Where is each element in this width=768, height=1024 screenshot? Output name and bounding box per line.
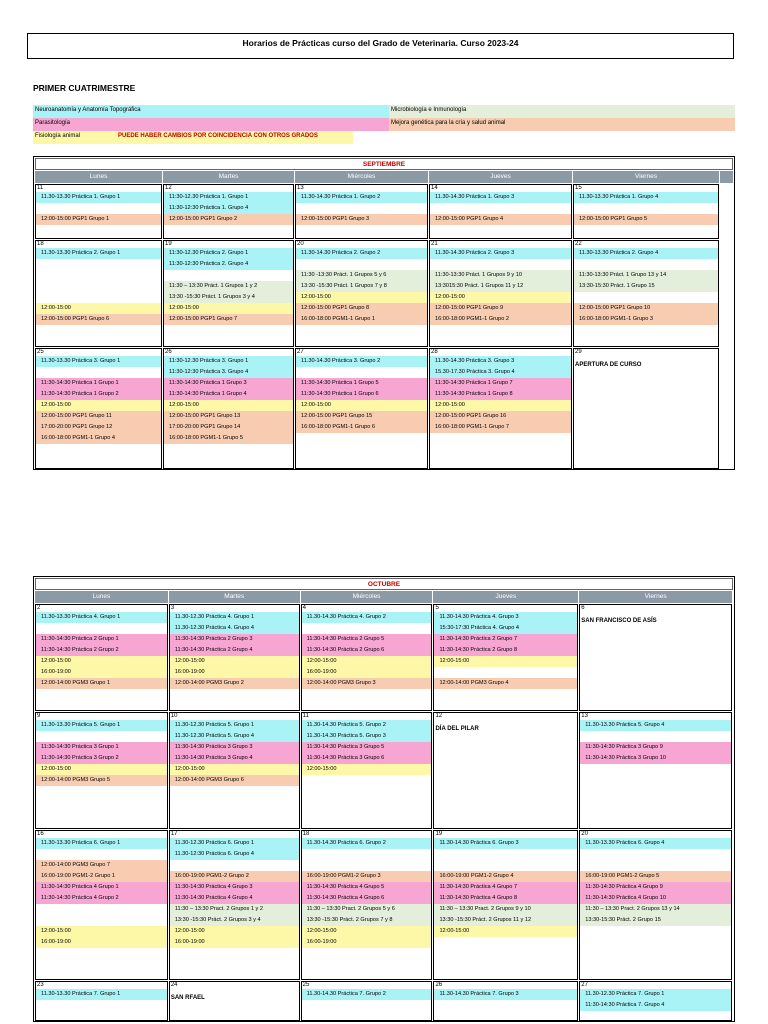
weekday-header: Viernes — [573, 171, 720, 183]
schedule-entry: 11:30-14:30 Práctica 4 Grupo 3 — [170, 882, 299, 893]
weekday-header: Lunes — [35, 591, 169, 603]
schedule-entry: 11.30-14.30 Práctica 4. Grupo 3 — [434, 612, 577, 623]
week-row — [35, 830, 733, 980]
day-number: 27 — [581, 982, 588, 988]
schedule-entry: 12:00-15:00 — [302, 764, 432, 775]
day-cell — [301, 830, 433, 980]
schedule-entry: 11:30-12.30 Práctica 2. Grupo 1 — [164, 248, 293, 259]
empty-slot — [164, 270, 293, 281]
schedule-entry: 12:00-15:00 — [170, 656, 299, 667]
schedule-entry: 11.30-13.30 Práctica 1. Grupo 4 — [574, 192, 718, 203]
empty-slot — [296, 367, 427, 378]
day-number: 29 — [575, 349, 582, 355]
holiday-note: SAN FRANCISCO DE ASÍS — [581, 618, 657, 624]
schedule-entry: 12:00-15:00 PGP1 Grupo 15 — [296, 411, 427, 422]
schedule-entry: 11:30-14:30 Práctica 1 Grupo 5 — [296, 378, 427, 389]
empty-slot — [574, 292, 718, 303]
schedule-entry: 11.30-14.30 Práctica 6. Grupo 2 — [302, 838, 432, 849]
weekday-header: Miércoles — [301, 591, 434, 603]
schedule-entry: 11:30-14:30 Práctica 2 Grupo 4 — [170, 645, 299, 656]
legend-label: Microbiología e Inmunología — [391, 107, 467, 113]
holiday-note: SAN RFAEL — [170, 995, 205, 1001]
week-row — [35, 348, 733, 469]
day-cell — [429, 184, 572, 239]
legend-item — [33, 118, 389, 131]
empty-slot — [296, 203, 427, 214]
schedule-entry: 11:30 -13:30 Práct. 1 Grupos 5 y 6 — [296, 270, 427, 281]
schedule-entry: 13:30-15:30 Práct. 2 Grupo 15 — [580, 915, 731, 926]
schedule-entry: 11:30-14:30 Práctica 2 Grupo 3 — [170, 634, 299, 645]
day-number: 19 — [165, 241, 172, 247]
day-number: 9 — [37, 713, 41, 719]
schedule-entry: 11.30-14.30 Práctica 2. Grupo 3 — [430, 248, 571, 259]
schedule-entry: 11:30-14:30 Práctica 4 Grupo 6 — [302, 893, 432, 904]
schedule-entry: 12:00-15:00 PGP1 Grupo 4 — [430, 214, 571, 225]
schedule-entry: 13:30 -15:30 Práct. 2 Grupos 3 y 4 — [170, 915, 299, 926]
schedule-entry: 12:00-15:00 PGP1 Grupo 6 — [36, 314, 161, 325]
empty-slot — [434, 849, 577, 860]
schedule-entry: 11:30-14:30 Práctica 4 Grupo 5 — [302, 882, 432, 893]
schedule-entry: 11:30 – 13:30 Práct. 1 Grupos 1 y 2 — [164, 281, 293, 292]
schedule-entry: 16:00-19:00 PGM1-2 Grupo 2 — [170, 871, 299, 882]
empty-slot — [36, 915, 167, 926]
schedule-entry: 11:30 – 13:30 Pract. 2 Grupos 13 y 14 — [580, 904, 731, 915]
schedule-entry: 11:30-14:30 Práctica 4 Grupo 10 — [580, 893, 731, 904]
schedule-entry: 12:00-15:00 — [170, 926, 299, 937]
schedule-entry: 11:30-14:30 Práctica 3 Grupo 5 — [302, 742, 432, 753]
schedule-entry: 12:00-15:00 — [430, 292, 571, 303]
schedule-entry: 12:00-14:00 PGM3 Grupo 2 — [170, 678, 299, 689]
day-number: 16 — [37, 831, 44, 837]
schedule-entry: 11.30-13.30 Práctica 2. Grupo 4 — [574, 248, 718, 259]
schedule-entry: 16:00-19:00 — [170, 667, 299, 678]
schedule-entry: 17:00-20:00 PGP1 Grupo 14 — [164, 422, 293, 433]
color-legend — [33, 105, 735, 144]
schedule-entry: 12:00-15:00 — [302, 926, 432, 937]
day-cell — [35, 604, 168, 711]
schedule-entry: 11:30-14:30 Práctica 2 Grupo 6 — [302, 645, 432, 656]
day-number: 2 — [37, 605, 41, 611]
schedule-entry: 16:00-19:00 PGM1-2 Grupo 5 — [580, 871, 731, 882]
schedule-entry: 11.30-13.30 Práctica 6. Grupo 1 — [36, 838, 167, 849]
day-cell — [163, 240, 294, 347]
empty-slot — [574, 203, 718, 214]
day-number: 5 — [435, 605, 439, 611]
empty-slot — [302, 860, 432, 871]
day-number: 24 — [170, 982, 178, 988]
legend-label: Neuroanatomía y Anatomía Topográfica — [35, 107, 141, 113]
schedule-entry: 11:30-14:30 Práctica 4 Grupo 8 — [434, 893, 577, 904]
day-cell — [35, 184, 162, 239]
day-cell — [35, 830, 168, 980]
day-cell — [301, 981, 433, 1021]
schedule-entry: 12:00-15:00 — [296, 400, 427, 411]
schedule-entry: 16:00-18:00 PGM1-1 Grupo 2 — [430, 314, 571, 325]
schedule-entry: 11:30-14:30 Práctica 4 Grupo 4 — [170, 893, 299, 904]
schedule-entry: 13:30 -15:30 Práct. 2 Grupos 7 y 8 — [302, 915, 432, 926]
day-number: 19 — [435, 831, 443, 837]
day-number: 22 — [575, 241, 582, 247]
legend-label: Parasitología — [35, 120, 71, 126]
semester-heading: PRIMER CUATRIMESTRE — [33, 83, 136, 93]
schedule-entry: 13:3015:30 Práct. 1 Grupos 11 y 12 — [430, 281, 571, 292]
document-title: Horarios de Prácticas curso del Grado de Veterinaria. Curso 2023-24 — [27, 33, 734, 59]
legend-warning: PUEDE HABER CAMBIOS POR COINCIDENCIA CON OTROS GRADOS — [118, 133, 318, 139]
schedule-entry: 11:30-13:30 Práct. 1 Grupo 13 y 14 — [574, 270, 718, 281]
empty-slot — [36, 731, 167, 742]
weekday-header: Lunes — [35, 171, 163, 183]
month-calendar — [33, 156, 735, 470]
schedule-entry: 11.30-12.30 Práctica 4. Grupo 4 — [170, 623, 299, 634]
day-number: 3 — [170, 605, 175, 611]
day-number: 20 — [581, 831, 588, 837]
weekday-header: Miércoles — [295, 171, 429, 183]
schedule-entry: 12:00-15:00 PGP1 Grupo 16 — [430, 411, 571, 422]
empty-slot — [36, 904, 167, 915]
schedule-entry: 11:30-14:30 Práctica 4 Grupo 2 — [36, 893, 167, 904]
empty-slot — [36, 270, 161, 281]
week-row — [35, 981, 733, 1021]
schedule-entry: 12:00-15:00 — [296, 292, 427, 303]
schedule-entry: 11.30-12.30 Práctica 5. Grupo 4 — [170, 731, 299, 742]
schedule-entry: 11:30-12.30 Práctica 1. Grupo 1 — [164, 192, 293, 203]
weekday-header: Jueves — [429, 171, 573, 183]
legend-label: Fisiología animal — [35, 133, 81, 139]
schedule-entry: 12:00-15:00 — [434, 926, 577, 937]
month-calendar — [33, 576, 735, 1022]
schedule-entry: 12:00-15:00 PGP1 Grupo 3 — [296, 214, 427, 225]
schedule-entry: 11:30-14:30 Práctica 2 Grupo 7 — [434, 634, 577, 645]
day-number: 18 — [302, 831, 310, 837]
day-number: 25 — [37, 349, 44, 355]
empty-slot — [574, 259, 718, 270]
month-name: SEPTIEMBRE — [35, 158, 733, 170]
schedule-entry: 16:00-19:00 — [36, 937, 167, 948]
schedule-entry: 16:00-19:00 — [170, 937, 299, 948]
day-cell — [35, 240, 162, 347]
schedule-entry: 12:00-15:00 PGP1 Grupo 5 — [574, 214, 718, 225]
schedule-entry: 11:30-14:30 Práctica 2 Grupo 2 — [36, 645, 167, 656]
schedule-entry: 11.30-13.30 Práctica 7. Grupo 1 — [36, 989, 167, 1000]
empty-slot — [302, 849, 432, 860]
day-cell — [301, 604, 433, 711]
schedule-entry: 11.30-14.30 Práctica 2. Grupo 2 — [296, 248, 427, 259]
schedule-entry: 16:00-18:00 PGM1-1 Grupo 5 — [164, 433, 293, 444]
month-name: OCTUBRE — [35, 578, 733, 590]
empty-slot — [36, 849, 167, 860]
day-number: 12 — [435, 713, 443, 719]
weekday-header: Viernes — [579, 591, 733, 603]
day-cell — [579, 604, 732, 711]
schedule-entry: 12:00-15:00 — [36, 400, 161, 411]
schedule-entry: 16:00-18:00 PGM1-1 Grupo 1 — [296, 314, 427, 325]
empty-slot — [36, 367, 161, 378]
week-row — [35, 712, 733, 829]
schedule-entry: 11:30-14:30 Práctica 3 Grupo 1 — [36, 742, 167, 753]
schedule-entry: 12:00-15:00 — [164, 303, 293, 314]
schedule-entry: 11:30 – 13:30 Pract. 2 Grupos 1 y 2 — [170, 904, 299, 915]
weekday-header: Jueves — [433, 591, 579, 603]
schedule-entry: 15.30-17.30 Práctica 3. Grupo 4 — [430, 367, 571, 378]
schedule-entry: 12:00-15:00 — [36, 303, 161, 314]
schedule-entry: 12:00-14:00 PGM3 Grupo 1 — [36, 678, 167, 689]
day-cell — [429, 240, 572, 347]
empty-slot — [170, 860, 299, 871]
schedule-entry: 11:30-14:30 Práctica 1 Grupo 2 — [36, 389, 161, 400]
schedule-entry: 12:00-15:00 PGP1 Grupo 10 — [574, 303, 718, 314]
schedule-entry: 12:00-15:00 — [164, 400, 293, 411]
legend-item — [389, 118, 735, 131]
day-cell — [573, 348, 719, 469]
day-number: 27 — [297, 349, 304, 355]
day-cell — [579, 712, 732, 829]
schedule-entry: 11:30-14:30 Práctica 4 Grupo 1 — [36, 882, 167, 893]
day-cell — [295, 240, 428, 347]
day-number: 17 — [170, 831, 178, 837]
day-number: 26 — [435, 982, 443, 988]
schedule-entry: 11.30-13.30 Práctica 5. Grupo 1 — [36, 720, 167, 731]
day-number: 10 — [170, 713, 178, 719]
schedule-entry: 11.30-13.30 Práctica 4. Grupo 1 — [36, 612, 167, 623]
schedule-entry: 11:30-14:30 Práctica 3 Grupo 6 — [302, 753, 432, 764]
schedule-entry: 11:30-14:30 Práctica 3 Grupo 10 — [580, 753, 731, 764]
weekday-header: Martes — [169, 591, 301, 603]
schedule-entry: 11.30-12.30 Práctica 6. Grupo 1 — [170, 838, 299, 849]
schedule-entry: 12:00-15:00 — [36, 764, 167, 775]
schedule-entry: 13:30-15:30 Práct. 1 Grupo 15 — [574, 281, 718, 292]
schedule-entry: 11.30-14.30 Práctica 5. Grupo 2 — [302, 720, 432, 731]
schedule-entry: 11:30-14:30 Práctica 2 Grupo 1 — [36, 634, 167, 645]
schedule-entry: 11.30-13.30 Práctica 6. Grupo 4 — [580, 838, 731, 849]
holiday-note: APERTURA DE CURSO — [575, 362, 642, 368]
schedule-entry: 11:30-14:30 Práctica 3 Grupo 4 — [170, 753, 299, 764]
day-cell — [433, 981, 578, 1021]
day-number: 14 — [431, 185, 438, 191]
day-cell — [169, 981, 300, 1021]
schedule-entry: 11.30-14.30 Práctica 1. Grupo 3 — [430, 192, 571, 203]
empty-slot — [296, 259, 427, 270]
schedule-entry: 11.30-13.30 Práctica 2. Grupo 1 — [36, 248, 161, 259]
schedule-entry: 13:30 -15:30 Práct. 1 Grupos 3 y 4 — [164, 292, 293, 303]
weekday-header-row — [35, 171, 733, 183]
schedule-entry: 11:30-14:30 Práctica 1 Grupo 4 — [164, 389, 293, 400]
day-cell — [163, 348, 294, 469]
schedule-entry: 15:30-17:30 Práctica 4. Grupo 4 — [434, 623, 577, 634]
schedule-entry: 11:30-14:30 Práctica 2 Grupo 8 — [434, 645, 577, 656]
empty-slot — [36, 292, 161, 303]
schedule-entry: 11:30-14:30 Práctica 2 Grupo 5 — [302, 634, 432, 645]
schedule-entry: 13:30 -15:30 Práct. 1 Grupos 7 y 8 — [296, 281, 427, 292]
schedule-entry: 12:00-15:00 — [36, 926, 167, 937]
empty-slot — [302, 623, 432, 634]
day-number: 4 — [302, 605, 306, 611]
schedule-entry: 12:00-15:00 PGP1 Grupo 11 — [36, 411, 161, 422]
legend-row — [33, 131, 735, 144]
day-cell — [433, 712, 578, 829]
day-number: 13 — [581, 713, 588, 719]
week-row — [35, 184, 733, 239]
day-number: 20 — [297, 241, 304, 247]
day-number: 13 — [297, 185, 304, 191]
schedule-entry: 12:00-15:00 PGP1 Grupo 8 — [296, 303, 427, 314]
holiday-note: DÍA DEL PILAR — [435, 726, 479, 732]
day-cell — [433, 604, 578, 711]
schedule-entry: 11.30-14.30 Práctica 4. Grupo 2 — [302, 612, 432, 623]
schedule-entry: 16:00-19:00 PGM1-2 Grupo 3 — [302, 871, 432, 882]
schedule-entry: 11.30-14.30 Práctica 7. Grupo 2 — [302, 989, 432, 1000]
day-cell — [301, 712, 433, 829]
schedule-entry: 16:00-18:00 PGM1-1 Grupo 7 — [430, 422, 571, 433]
schedule-entry: 11.30-14.30 Práctica 6. Grupo 3 — [434, 838, 577, 849]
day-number: 28 — [431, 349, 438, 355]
week-row — [35, 240, 733, 347]
schedule-entry: 11:30 – 13:30 Pract. 2 Grupos 9 y 10 — [434, 904, 577, 915]
schedule-entry: 11:30-14:30 Práctica 1 Grupo 1 — [36, 378, 161, 389]
day-number: 6 — [581, 605, 585, 611]
schedule-entry: 11:30-12:30 Práctica 2. Grupo 4 — [164, 259, 293, 270]
schedule-entry: 12:00-14:00 PGM3 Grupo 3 — [302, 678, 432, 689]
schedule-entry: 11.30-14.30 Práctica 3. Grupo 2 — [296, 356, 427, 367]
empty-slot — [434, 860, 577, 871]
day-number: 18 — [37, 241, 44, 247]
schedule-entry: 12:00-14:00 PGM3 Grupo 4 — [434, 678, 577, 689]
day-number: 11 — [37, 185, 44, 191]
schedule-entry: 11.30-14.30 Práctica 5. Grupo 3 — [302, 731, 432, 742]
schedule-entry: 11.30-14.30 Práctica 7. Grupo 3 — [434, 989, 577, 1000]
empty-slot — [580, 731, 731, 742]
schedule-entry: 12:00-15:00 PGP1 Grupo 1 — [36, 214, 161, 225]
day-cell — [573, 240, 719, 347]
schedule-entry: 12:00-15:00 — [36, 656, 167, 667]
day-cell — [579, 981, 732, 1021]
day-number: 25 — [302, 982, 310, 988]
schedule-entry: 11:30-14:30 Práctica 1 Grupo 7 — [430, 378, 571, 389]
schedule-entry: 16:00-19:00 PGM1-2 Grupo 1 — [36, 871, 167, 882]
schedule-entry: 11:30-14:30 Práctica 7. Grupo 4 — [580, 1000, 731, 1011]
day-cell — [35, 712, 168, 829]
schedule-entry: 11:30-14:30 Práctica 3 Grupo 9 — [580, 742, 731, 753]
schedule-entry: 12:00-15:00 — [434, 656, 577, 667]
schedule-entry: 11:30-14:30 Práctica 4 Grupo 7 — [434, 882, 577, 893]
day-number: 12 — [165, 185, 172, 191]
schedule-entry: 11.30-12.30 Práctica 7. Grupo 1 — [580, 989, 731, 1000]
schedule-entry: 11:30 – 13:30 Pract. 2 Grupos 5 y 6 — [302, 904, 432, 915]
schedule-entry: 16:00-19:00 — [302, 667, 432, 678]
empty-slot — [36, 281, 161, 292]
week-row — [35, 604, 733, 711]
schedule-entry: 11.30-13.30 Práctica 3. Grupo 1 — [36, 356, 161, 367]
schedule-entry: 11:30-12:30 Práctica 3. Grupo 4 — [164, 367, 293, 378]
schedule-entry: 11:30-12.30 Práctica 3. Grupo 1 — [164, 356, 293, 367]
empty-slot — [580, 860, 731, 871]
schedule-entry: 11:30-13:30 Práct. 1 Grupos 9 y 10 — [430, 270, 571, 281]
schedule-entry: 16:00-19:00 — [302, 937, 432, 948]
schedule-entry: 11.30-12:30 Práctica 6. Grupo 4 — [170, 849, 299, 860]
empty-slot — [434, 667, 577, 678]
schedule-entry: 11:30-12:30 Práctica 1. Grupo 4 — [164, 203, 293, 214]
weekday-header: Martes — [163, 171, 295, 183]
schedule-entry: 13:30 -15:30 Práct. 2 Grupos 11 y 12 — [434, 915, 577, 926]
schedule-entry: 16:00-18:00 PGM1-1 Grupo 6 — [296, 422, 427, 433]
day-number: 26 — [165, 349, 172, 355]
empty-slot — [36, 259, 161, 270]
schedule-entry: 16:00-19:00 — [36, 667, 167, 678]
day-cell — [573, 184, 719, 239]
legend-item — [33, 105, 389, 118]
schedule-entry: 12:00-15:00 PGP1 Grupo 9 — [430, 303, 571, 314]
legend-row — [33, 118, 735, 131]
schedule-entry: 12:00-15:00 — [430, 400, 571, 411]
schedule-entry: 16:00-18:00 PGM1-1 Grupo 3 — [574, 314, 718, 325]
schedule-entry: 12:00-14:00 PGM3 Grupo 7 — [36, 860, 167, 871]
schedule-entry: 12:00-14:00 PGM3 Grupo 5 — [36, 775, 167, 786]
schedule-entry: 11:30-14:30 Práctica 3 Grupo 2 — [36, 753, 167, 764]
schedule-entry: 11.30-12.30 Práctica 4. Grupo 1 — [170, 612, 299, 623]
schedule-entry: 11.30-13.30 Práctica 5. Grupo 4 — [580, 720, 731, 731]
day-cell — [169, 604, 300, 711]
empty-slot — [36, 203, 161, 214]
schedule-entry: 11:30-14:30 Práctica 3 Grupo 3 — [170, 742, 299, 753]
schedule-entry: 17:00-20:00 PGP1 Grupo 12 — [36, 422, 161, 433]
schedule-entry: 16:00-19:00 PGM1-2 Grupo 4 — [434, 871, 577, 882]
day-number: 15 — [575, 185, 582, 191]
day-cell — [579, 830, 732, 980]
day-cell — [35, 981, 168, 1021]
schedule-entry: 12:00-15:00 PGP1 Grupo 2 — [164, 214, 293, 225]
legend-item — [389, 105, 735, 118]
day-cell — [433, 830, 578, 980]
empty-slot — [36, 623, 167, 634]
day-cell — [169, 830, 300, 980]
schedule-entry: 11:30-14:30 Práctica 1 Grupo 6 — [296, 389, 427, 400]
legend-item — [33, 131, 353, 144]
day-cell — [169, 712, 300, 829]
legend-label: Mejora genética para la cría y salud animal — [391, 120, 506, 126]
day-cell — [295, 348, 428, 469]
schedule-entry: 11.30-14.30 Práctica 1. Grupo 2 — [296, 192, 427, 203]
day-cell — [35, 348, 162, 469]
schedule-entry: 11:30-14:30 Práctica 1 Grupo 8 — [430, 389, 571, 400]
schedule-entry: 11:30-14:30 Práctica 1 Grupo 3 — [164, 378, 293, 389]
schedule-entry: 12:00-14:00 PGM3 Grupo 6 — [170, 775, 299, 786]
schedule-entry: 12:00-15:00 PGP1 Grupo 13 — [164, 411, 293, 422]
schedule-entry: 12:00-15:00 — [170, 764, 299, 775]
day-cell — [429, 348, 572, 469]
schedule-entry: 16:00-18:00 PGM1-1 Grupo 4 — [36, 433, 161, 444]
day-cell — [163, 184, 294, 239]
schedule-entry: 11.30-13.30 Práctica 1. Grupo 1 — [36, 192, 161, 203]
schedule-entry: 12:00-15:00 — [302, 656, 432, 667]
legend-row — [33, 105, 735, 118]
schedule-entry: 11.30-14.30 Práctica 3. Grupo 3 — [430, 356, 571, 367]
day-number: 23 — [37, 982, 44, 988]
schedule-entry: 12:00-15:00 PGP1 Grupo 7 — [164, 314, 293, 325]
day-cell — [295, 184, 428, 239]
day-number: 11 — [302, 713, 309, 719]
schedule-entry: 11:30-14:30 Práctica 4 Grupo 9 — [580, 882, 731, 893]
empty-slot — [580, 849, 731, 860]
schedule-entry: 11.30-12.30 Práctica 5. Grupo 1 — [170, 720, 299, 731]
empty-slot — [430, 259, 571, 270]
empty-slot — [430, 203, 571, 214]
weekday-header-row — [35, 591, 733, 603]
day-number: 21 — [431, 241, 438, 247]
